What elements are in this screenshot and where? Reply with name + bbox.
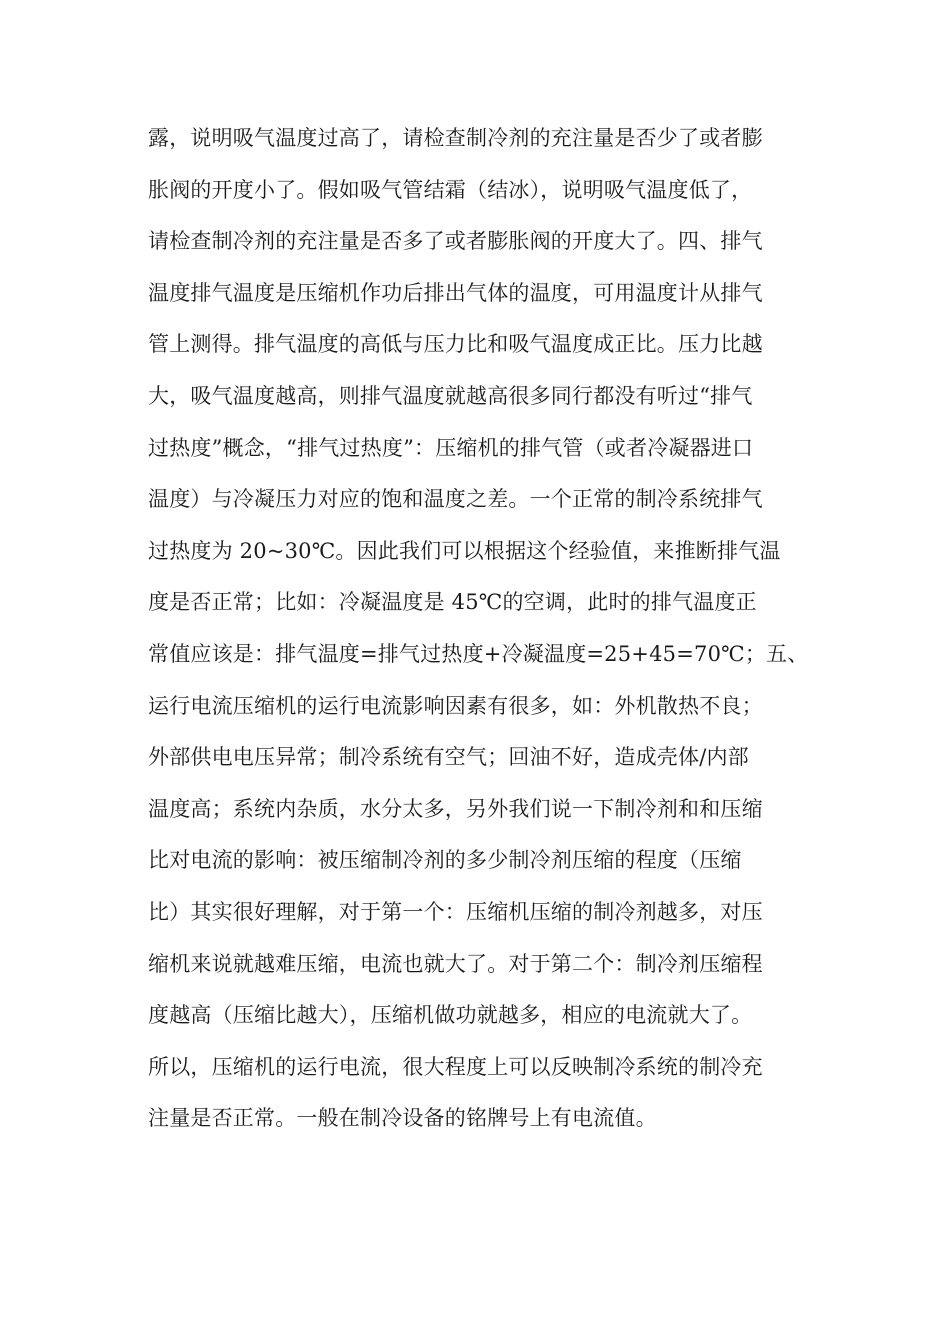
- text-line: 胀阀的开度小了。假如吸气管结霜（结冰），说明吸气温度低了，: [148, 177, 753, 202]
- text-line: 过热度”概念，“排气过热度”：压缩机的排气管（或者冷凝器进口: [148, 435, 754, 460]
- text-line: 比对电流的影响：被压缩制冷剂的多少制冷剂压缩的程度（压缩: [148, 848, 742, 873]
- text-line: 露，说明吸气温度过高了，请检查制冷剂的充注量是否少了或者膨: [148, 126, 763, 150]
- text-line: 运行电流压缩机的运行电流影响因素有很多，如：外机散热不良；: [148, 693, 763, 718]
- text-line: 注量是否正常。一般在制冷设备的铭牌号上有电流值。: [148, 1106, 657, 1131]
- text-line: 管上测得。排气温度的高低与压力比和吸气温度成正比。压力比越: [148, 332, 763, 357]
- text-line: 温度高；系统内杂质，水分太多，另外我们说一下制冷剂和和压缩: [148, 796, 763, 821]
- text-line: 外部供电电压异常；制冷系统有空气；回油不好，造成壳体/内部: [148, 745, 749, 770]
- text-line: 所以，压缩机的运行电流，很大程度上可以反映制冷系统的制冷充: [148, 1054, 763, 1079]
- text-line: 比）其实很好理解，对于第一个：压缩机压缩的制冷剂越多，对压: [148, 899, 763, 924]
- text-line: 常值应该是：排气温度=排气过热度+冷凝温度=25+45=70℃；五、: [148, 641, 809, 666]
- text-line: 温度）与冷凝压力对应的饱和温度之差。一个正常的制冷系统排气: [148, 487, 763, 512]
- text-line: 请检查制冷剂的充注量是否多了或者膨胀阀的开度大了。四、排气: [148, 229, 763, 254]
- body-paragraph: [148, 120, 808, 1152]
- text-line: 度是否正常；比如：冷凝温度是 45℃的空调，此时的排气温度正: [148, 590, 757, 615]
- text-line: 缩机来说就越难压缩，电流也就大了。对于第二个：制冷剂压缩程: [148, 951, 763, 976]
- text-line: 过热度为 20~30℃。因此我们可以根据这个经验值，来推断排气温: [148, 538, 781, 563]
- text-line: 度越高（压缩比越大），压缩机做功就越多，相应的电流就大了。: [148, 1003, 753, 1028]
- text-line: 大，吸气温度越高，则排气温度就越高很多同行都没有听过“排气: [148, 383, 753, 408]
- text-line: 温度排气温度是压缩机作功后排出气体的温度，可用温度计从排气: [148, 280, 763, 305]
